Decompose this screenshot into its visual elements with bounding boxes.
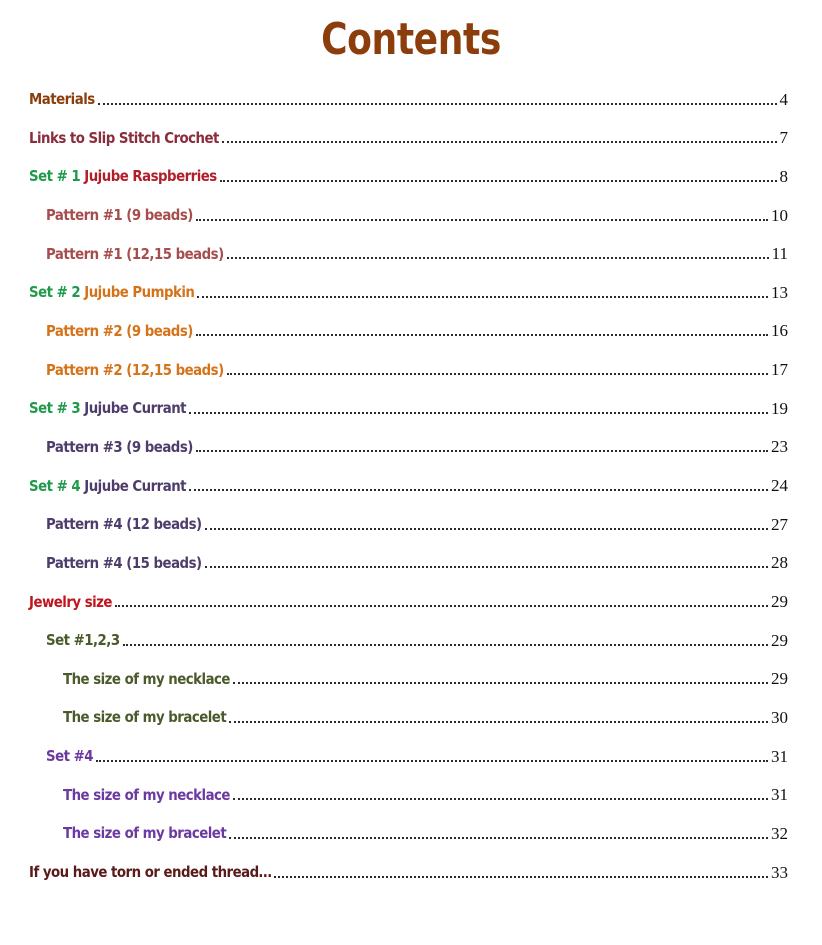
- toc-entry-label-part: Pattern #3 (9 beads): [46, 437, 193, 456]
- dot-leader: [220, 180, 777, 182]
- toc-page-number: 24: [771, 476, 788, 496]
- toc-entry-label-part: Set # 3: [29, 399, 85, 418]
- dot-leader: [205, 528, 768, 530]
- toc-page-number: 29: [771, 592, 788, 612]
- dot-leader: [229, 721, 768, 723]
- dot-leader: [196, 450, 768, 452]
- toc-entry[interactable]: [0, 421, 788, 460]
- toc-entry[interactable]: [0, 189, 788, 228]
- toc-entry-label-part: The size of my bracelet: [63, 824, 227, 843]
- dot-leader: [123, 644, 768, 646]
- toc-entry-label: [46, 553, 202, 576]
- toc-entry-label-part: Jujube Currant: [84, 399, 187, 418]
- toc-page-number: 7: [779, 128, 788, 148]
- toc-page-number: 17: [771, 360, 788, 380]
- dot-leader: [227, 257, 769, 259]
- dot-leader: [233, 798, 768, 800]
- dot-leader: [196, 334, 768, 336]
- toc-entry-label: [46, 749, 93, 769]
- dot-leader: [229, 837, 768, 839]
- toc-page-number: 31: [771, 746, 788, 766]
- toc-page-number: 27: [771, 514, 788, 534]
- toc-entry-label: [29, 592, 112, 615]
- toc-entry-label: [29, 128, 219, 151]
- toc-page-number: 33: [771, 862, 788, 882]
- toc-entry-label-part: Pattern #1 (9 beads): [46, 206, 193, 225]
- dot-leader: [196, 219, 768, 221]
- toc-entry-label-part: Pattern #2 (12,15 beads): [46, 360, 224, 379]
- toc-entry[interactable]: [0, 112, 788, 151]
- toc-entry-label-part: Set #1,2,3: [46, 631, 120, 650]
- toc-entry-label: [46, 321, 193, 344]
- toc-entry[interactable]: [0, 498, 788, 537]
- toc-page-number: 31: [771, 785, 788, 805]
- toc-entry-label-part: The size of my necklace: [63, 669, 230, 688]
- toc-entry[interactable]: [0, 344, 788, 383]
- toc-entry-label: [29, 285, 194, 305]
- toc-page-number: 8: [779, 166, 788, 186]
- toc-entry-label-part: Pattern #1 (12,15 beads): [46, 244, 224, 263]
- toc-entry[interactable]: [0, 575, 788, 614]
- toc-entry[interactable]: [0, 807, 788, 846]
- toc-entry-label-part: Set # 2: [29, 283, 85, 302]
- dot-leader: [222, 141, 777, 143]
- toc-entry-label: [29, 865, 271, 885]
- toc-entry[interactable]: [0, 614, 788, 653]
- dot-leader: [205, 566, 768, 568]
- toc-entry[interactable]: [0, 769, 788, 808]
- toc-entry-label: [63, 826, 226, 846]
- toc-entry[interactable]: [0, 305, 788, 344]
- dot-leader: [189, 412, 768, 414]
- toc-entry-label-part: Links to Slip Stitch Crochet: [29, 128, 219, 147]
- toc-page-number: 32: [771, 823, 788, 843]
- toc-entry-label: [46, 360, 224, 383]
- toc-entry-label: [46, 517, 202, 537]
- toc-entry[interactable]: [0, 460, 788, 499]
- dot-leader: [227, 373, 768, 375]
- toc-page-number: 23: [771, 437, 788, 457]
- toc-entry-label-part: Pattern #4 (12 beads): [46, 515, 202, 534]
- toc-page-number: 19: [771, 398, 788, 418]
- toc-entry-label: [63, 669, 230, 692]
- dot-leader: [189, 489, 768, 491]
- toc-page-number: 10: [771, 205, 788, 225]
- toc-entry-label-part: Jewelry size: [29, 592, 112, 611]
- dot-leader: [274, 876, 768, 878]
- toc-page-number: 16: [771, 321, 788, 341]
- toc-page-number: 4: [779, 89, 788, 109]
- toc-entry-label: [63, 785, 230, 808]
- toc-entry-label-part: The size of my necklace: [63, 785, 230, 804]
- toc-entry-label-part: Jujube Raspberries: [84, 167, 217, 186]
- toc-entry[interactable]: [0, 228, 788, 267]
- toc-entry-label: [46, 633, 120, 653]
- toc-entry-label: [46, 208, 193, 228]
- toc-page-number: 28: [771, 553, 788, 573]
- toc-entry[interactable]: [0, 73, 788, 112]
- dot-leader: [96, 760, 768, 762]
- toc-entry[interactable]: [0, 691, 788, 730]
- toc-page-number: 29: [771, 669, 788, 689]
- toc-entry-label-part: Jujube Pumpkin: [84, 283, 195, 302]
- toc-entry[interactable]: [0, 150, 788, 189]
- toc-entry-label-part: Pattern #4 (15 beads): [46, 553, 202, 572]
- toc-entry[interactable]: [0, 653, 788, 692]
- toc-entry[interactable]: [0, 266, 788, 305]
- toc-page-number: 30: [771, 707, 788, 727]
- dot-leader: [233, 682, 768, 684]
- toc-entry-label: [29, 476, 187, 499]
- toc-entry-label: [29, 92, 95, 112]
- toc-page-number: 13: [771, 282, 788, 302]
- toc-entry-label-part: Set #4: [46, 747, 94, 766]
- toc-page-number: 11: [771, 244, 788, 264]
- toc-entry-label-part: Jujube Currant: [84, 476, 187, 495]
- toc-entry-label-part: Pattern #2 (9 beads): [46, 321, 193, 340]
- toc-entry[interactable]: [0, 382, 788, 421]
- toc-entry[interactable]: [0, 730, 788, 769]
- dot-leader: [115, 605, 768, 607]
- toc-entry-label-part: The size of my bracelet: [63, 708, 227, 727]
- toc-entry-label: [29, 169, 217, 189]
- toc-entry[interactable]: [0, 537, 788, 576]
- toc-entry-label: [63, 710, 226, 730]
- toc-entry-label-part: Set # 4: [29, 476, 85, 495]
- toc-entry-label: [46, 437, 193, 460]
- toc-entry-label-part: Materials: [29, 90, 95, 109]
- toc-entry-label-part: If you have torn or ended thread…: [29, 863, 272, 882]
- toc-page-number: 29: [771, 630, 788, 650]
- dot-leader: [197, 296, 768, 298]
- dot-leader: [98, 103, 777, 105]
- toc-entry-label: [29, 401, 186, 421]
- toc-entry-label: [46, 244, 224, 267]
- page-title: Contents: [321, 14, 501, 65]
- toc-entry[interactable]: [0, 846, 788, 885]
- toc-entry-label-part: Set # 1: [29, 167, 85, 186]
